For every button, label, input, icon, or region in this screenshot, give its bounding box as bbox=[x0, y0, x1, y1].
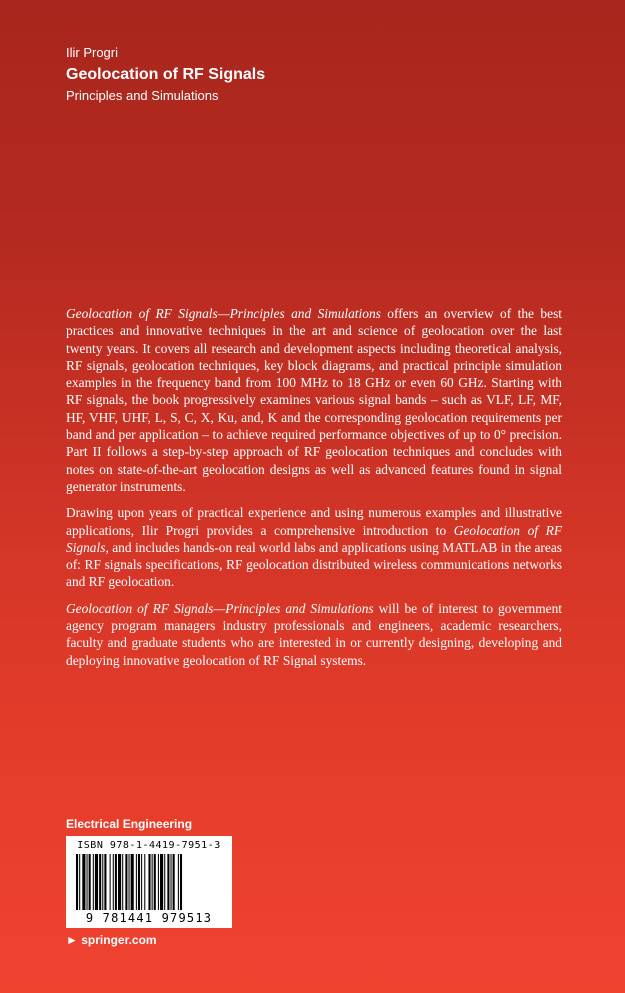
subject-category: Electrical Engineering bbox=[66, 817, 193, 831]
barcode-bar bbox=[129, 854, 130, 910]
paragraph-text: Drawing upon years of practical experience and using numerous examples and illustrative applications, Ilir Progri provides a comprehensive introduction to bbox=[66, 505, 562, 538]
barcode-bar bbox=[164, 854, 165, 910]
description-paragraph-1 bbox=[66, 305, 562, 495]
barcode-bar bbox=[131, 854, 134, 910]
barcode-bars bbox=[74, 854, 224, 910]
barcode-bar bbox=[178, 854, 179, 910]
barcode-bar bbox=[76, 854, 78, 910]
barcode-bar bbox=[144, 854, 145, 910]
barcode-bar bbox=[93, 854, 94, 910]
barcode-bar bbox=[89, 854, 91, 910]
title-reference: Geolocation of RF Signals bbox=[66, 522, 562, 555]
barcode-bar bbox=[171, 854, 172, 910]
barcode-bar bbox=[122, 854, 123, 910]
description-paragraph-2 bbox=[66, 504, 562, 590]
book-subtitle: Principles and Simulations bbox=[66, 88, 219, 103]
barcode-bar bbox=[167, 854, 169, 910]
barcode-bar bbox=[158, 854, 159, 910]
book-title: Geolocation of RF Signals bbox=[66, 66, 266, 83]
barcode-bar bbox=[104, 854, 106, 910]
barcode-bar bbox=[115, 854, 117, 910]
author-name: Ilir Progri bbox=[66, 45, 119, 60]
paragraph-text: will be of interest to government agency program managers industry professionals and engineers, academic researchers, faculty and graduate students who are interested in or currently designing, developing and deploying innovative geolocation of RF Signal systems. bbox=[66, 600, 562, 668]
cover-header bbox=[66, 45, 566, 104]
title-reference: Geolocation of RF Signals—Principles and Simulations bbox=[66, 306, 381, 321]
barcode-bar bbox=[154, 854, 156, 910]
barcode-bar bbox=[136, 854, 137, 910]
title-reference: Geolocation of RF Signals—Principles and Simulations bbox=[66, 600, 374, 616]
barcode-bar bbox=[79, 854, 80, 910]
barcode-bar bbox=[152, 854, 153, 910]
barcode-bar bbox=[87, 854, 88, 910]
publisher-link[interactable] bbox=[66, 933, 157, 947]
barcode-bar bbox=[173, 854, 175, 910]
barcode-bar bbox=[141, 854, 142, 910]
paragraph-text: offers an overview of the best practices and innovative techniques in the art and science of geolocation over the last twenty years. It covers all research and development aspects including theoretical analysis, RF signals, geolocation techniques, key block diagrams, and practical principle simulation examples in the frequency band from 100 MHz to 18 GHz or even 60 GHz. Starting with RF signals, the book progressively examines various signal bands – such as VLF, LF, MF, HF, VHF, UHF, L, S, C, X, Ku, and, K and the corresponding geolocation requirements per band and per application – to achieve required performance objectives of up to 0° precision. Part II follows a step-by-step approach of RF geolocation techniques and concludes with notes on state-of-the-art geolocation designs as well as advanced features found in signal generator instruments. bbox=[66, 306, 562, 494]
isbn-label: ISBN 978-1-4419-7951-3 bbox=[77, 840, 221, 851]
barcode-bar bbox=[138, 854, 140, 910]
book-description bbox=[66, 305, 562, 678]
barcode-bar bbox=[102, 854, 103, 910]
barcode-bar bbox=[180, 854, 182, 910]
barcode-digits: 9 781441 979513 bbox=[85, 911, 213, 925]
paragraph-text: , and includes hands-on real world labs and applications using MATLAB in the areas of: RF signals specifications, RF geolocation distributed wireless communications networks and RF geolocation. bbox=[66, 539, 562, 590]
barcode-bar bbox=[118, 854, 121, 910]
barcode-bar bbox=[160, 854, 163, 910]
barcode-bar bbox=[95, 854, 98, 910]
isbn-barcode bbox=[66, 836, 232, 928]
barcode-bar bbox=[99, 854, 101, 910]
arrow-icon: ► bbox=[66, 933, 78, 947]
description-paragraph-3 bbox=[66, 600, 562, 669]
barcode-bar bbox=[125, 854, 127, 910]
barcode-bar bbox=[110, 854, 111, 910]
barcode-bar bbox=[148, 854, 150, 910]
barcode-bar bbox=[113, 854, 114, 910]
barcode-bar bbox=[82, 854, 85, 910]
publisher-url: springer.com bbox=[81, 933, 157, 947]
